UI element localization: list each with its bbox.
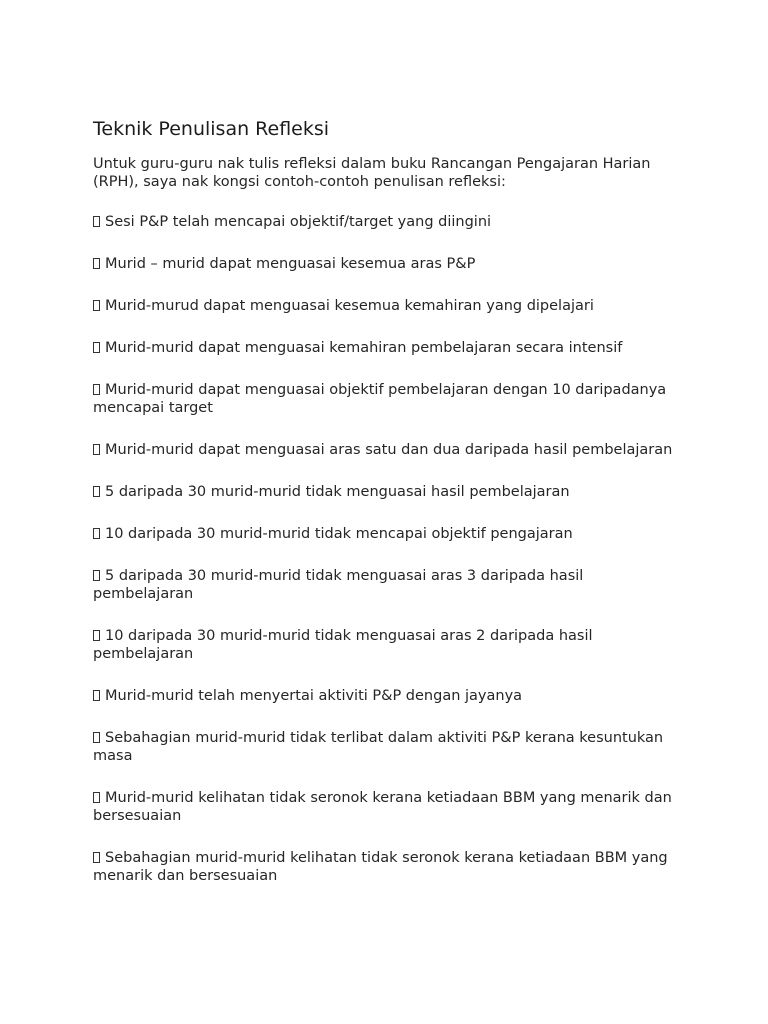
list-item-text: Sebahagian murid-murid kelihatan tidak seronok kerana ketiadaan BBM yang menarik dan bersesuaian <box>93 850 668 884</box>
intro-paragraph: Untuk guru-guru nak tulis refleksi dalam buku Rancangan Pengajaran Harian (RPH), saya nak kongsi contoh-contoh penulisan refleksi: <box>93 156 651 190</box>
reflection-list <box>93 213 673 885</box>
page-title: Teknik Penulisan Refleksi <box>93 118 330 140</box>
list-item-text: Murid-murid dapat menguasai aras satu dan dua daripada hasil pembelajaran <box>105 442 673 458</box>
list-item-text: Murid-murid telah menyertai aktiviti P&P dengan jayanya <box>105 688 523 704</box>
missing-glyph-box-icon <box>93 732 100 743</box>
list-item-text: Murid – murid dapat menguasai kesemua aras P&P <box>105 256 476 272</box>
list-item <box>93 687 673 705</box>
missing-glyph-box-icon <box>93 258 100 269</box>
list-item-text: Murid-murid dapat menguasai objektif pembelajaran dengan 10 daripadanya mencapai target <box>93 382 667 416</box>
list-item <box>93 849 673 885</box>
list-item <box>93 729 673 765</box>
missing-glyph-box-icon <box>93 486 100 497</box>
list-item <box>93 339 673 357</box>
missing-glyph-box-icon <box>93 300 100 311</box>
missing-glyph-box-icon <box>93 630 100 641</box>
list-item-text: 5 daripada 30 murid-murid tidak menguasai hasil pembelajaran <box>105 484 570 500</box>
list-item <box>93 297 673 315</box>
missing-glyph-box-icon <box>93 342 100 353</box>
list-item-text: 10 daripada 30 murid-murid tidak menguasai aras 2 daripada hasil pembelajaran <box>93 628 593 662</box>
list-item-text: 10 daripada 30 murid-murid tidak mencapai objektif pengajaran <box>105 526 573 542</box>
missing-glyph-box-icon <box>93 570 100 581</box>
list-item-text: 5 daripada 30 murid-murid tidak menguasai aras 3 daripada hasil pembelajaran <box>93 568 584 602</box>
list-item-text: Murid-murud dapat menguasai kesemua kemahiran yang dipelajari <box>105 298 594 314</box>
document-content <box>93 117 673 909</box>
list-item-text: Sebahagian murid-murid tidak terlibat dalam aktiviti P&P kerana kesuntukan masa <box>93 730 664 764</box>
list-item <box>93 627 673 663</box>
missing-glyph-box-icon <box>93 792 100 803</box>
list-item-text: Murid-murid dapat menguasai kemahiran pembelajaran secara intensif <box>105 340 623 356</box>
list-item <box>93 381 673 417</box>
list-item <box>93 213 673 231</box>
list-item <box>93 483 673 501</box>
list-item <box>93 441 673 459</box>
list-item <box>93 789 673 825</box>
list-item <box>93 567 673 603</box>
list-item <box>93 255 673 273</box>
missing-glyph-box-icon <box>93 384 100 395</box>
missing-glyph-box-icon <box>93 528 100 539</box>
missing-glyph-box-icon <box>93 690 100 701</box>
list-item <box>93 525 673 543</box>
missing-glyph-box-icon <box>93 216 100 227</box>
list-item-text: Sesi P&P telah mencapai objektif/target yang diingini <box>105 214 492 230</box>
missing-glyph-box-icon <box>93 852 100 863</box>
list-item-text: Murid-murid kelihatan tidak seronok kerana ketiadaan BBM yang menarik dan bersesuaian <box>93 790 672 824</box>
missing-glyph-box-icon <box>93 444 100 455</box>
